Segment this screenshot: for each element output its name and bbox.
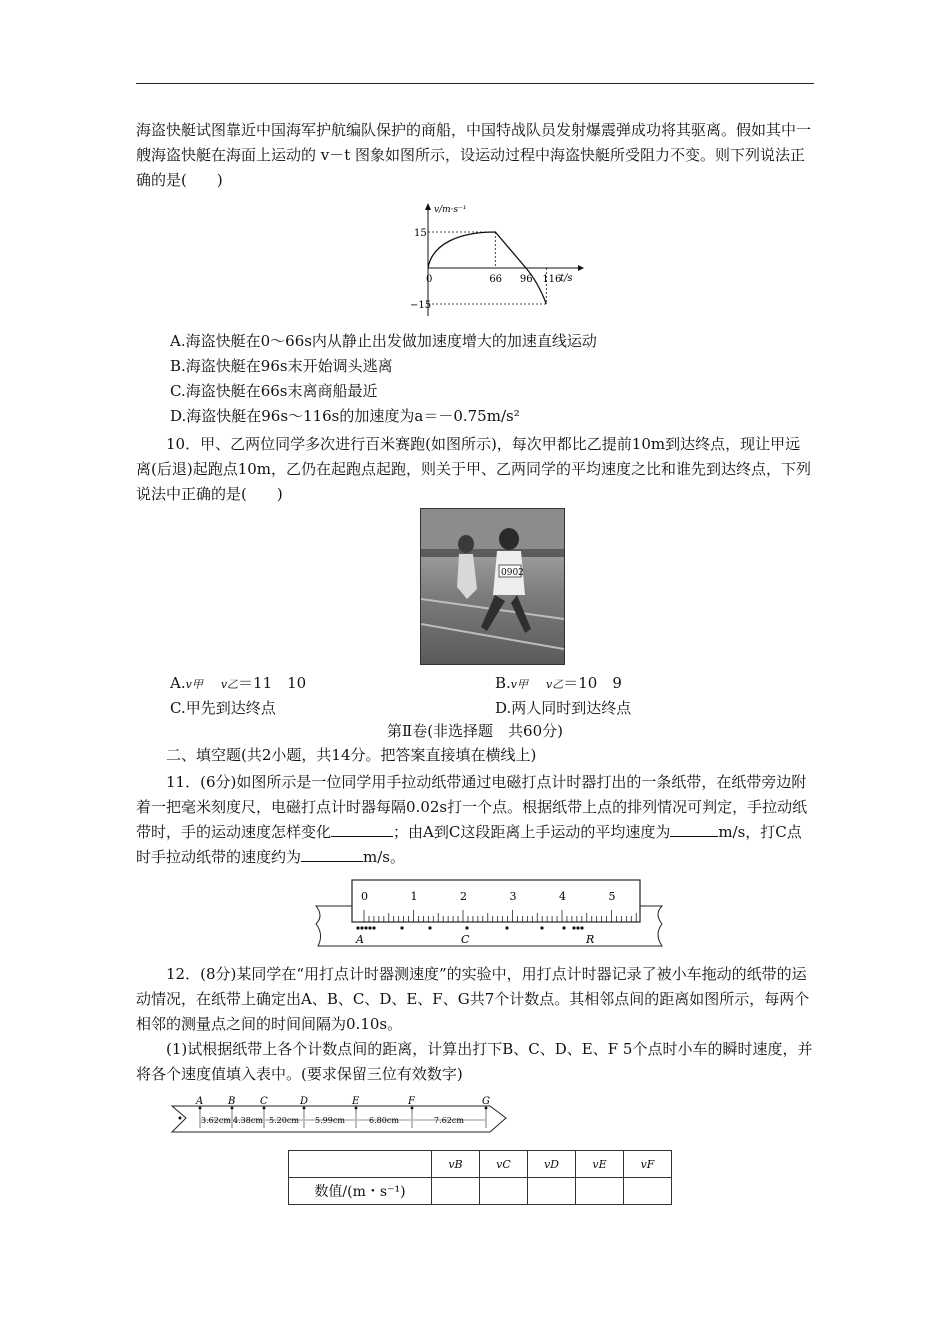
ruler-label: 2: [460, 890, 467, 903]
counting-tape-figure: [168, 1092, 513, 1144]
tape-dot: [372, 926, 375, 929]
vt-graph: [410, 198, 590, 320]
q9-option-a: A.海盗快艇在0～66s内从静止出发做加速度增大的加速直线运动: [170, 332, 597, 350]
q11-blank-3[interactable]: [301, 845, 363, 862]
section-heading: 二、填空题(共2小题，共14分。把答案直接填在横线上): [166, 746, 537, 764]
header-ve: vE: [576, 1151, 624, 1178]
tape-dot: [572, 926, 575, 929]
tape-point-label: D: [300, 1096, 309, 1107]
tape-distance: 4.38cm: [233, 1116, 263, 1125]
table-row: [289, 1178, 672, 1205]
cell-vf[interactable]: [624, 1178, 672, 1205]
tape-point-label: F: [408, 1096, 415, 1107]
q9-option-c: C.海盗快艇在66s末离商船最近: [170, 382, 378, 400]
tape-dot: [562, 926, 565, 929]
tape-dot: [576, 926, 579, 929]
point-c-label: C: [461, 933, 470, 946]
x-tick-0: 0: [426, 274, 433, 285]
q10-option-d: D.两人同时到达终点: [495, 699, 632, 717]
tape-distance: 3.62cm: [201, 1116, 231, 1125]
q9-option-b: B.海盗快艇在96s末开始调头逃离: [170, 357, 393, 375]
tape-start-dot: [179, 1117, 182, 1120]
x-tick-116: 116: [542, 274, 562, 285]
q10-option-a: A.v甲 v乙＝11 10: [170, 674, 307, 692]
tape-dot: [356, 926, 359, 929]
tape-distance: 6.80cm: [369, 1116, 399, 1125]
y-axis-arrow: [425, 203, 431, 210]
point-r-label: R: [586, 933, 595, 946]
sprint-photo: [420, 508, 565, 665]
header-rule: [136, 83, 814, 84]
tape-point-label: A: [196, 1096, 204, 1107]
header-vd: vD: [528, 1151, 576, 1178]
section-title: 第Ⅱ卷(非选择题 共60分): [387, 722, 563, 740]
header-vb: vB: [432, 1151, 480, 1178]
q12-text: 12．(8分)某同学在“用打点计时器测速度”的实验中，用打点计时器记录了被小车拖动的纸带的运动情况，在纸带上确定出A、B、C、D、E、F、G共7个计数点。其相邻点间的距离如图所示，每两个相邻的测量点之间的时间间隔为0.10s。: [136, 965, 810, 1033]
header-vf: vF: [624, 1151, 672, 1178]
q9-stem: [136, 118, 814, 193]
tape-point-label: G: [482, 1096, 490, 1107]
q11-text: 11．(6分)如图所示是一位同学用手拉动纸带通过电磁打点计时器打出的一条纸带，在纸带旁边附着一把毫米刻度尺，电磁打点计时器每隔0.02s打一个点。根据纸带上点的排列情况可判定，手拉动纸带时，手的运动速度怎样变化: [136, 773, 808, 841]
q10-option-c: C.甲先到达终点: [170, 699, 276, 717]
point-a-label: A: [356, 933, 364, 946]
q10-text: 10．甲、乙两位同学多次进行百米赛跑(如图所示)，每次甲都比乙提前10m到达终点，现让甲远离(后退)起跑点10m，乙仍在起跑点起跑，则关于甲、乙两同学的平均速度之比和谁先到达终点，下列说法中正确的是( ): [136, 435, 812, 503]
tape-point-label: C: [260, 1096, 268, 1107]
tape-dot: [360, 926, 363, 929]
cell-vb[interactable]: [432, 1178, 480, 1205]
q10-stem: [136, 432, 814, 507]
ruler-tape-figure: [312, 876, 672, 952]
tape-point-label: E: [352, 1096, 360, 1107]
header-vc: vC: [480, 1151, 528, 1178]
ruler-label: 3: [509, 890, 517, 903]
velocity-table: [288, 1150, 672, 1205]
y-tick-neg15: −15: [410, 300, 432, 311]
tape-dot: [368, 926, 371, 929]
tape-distance: 7.62cm: [434, 1116, 464, 1125]
x-axis-label: t/s: [560, 273, 573, 284]
tape-dot: [505, 926, 508, 929]
y-axis-label: v/m·s⁻¹: [434, 205, 467, 215]
bib-number: 0902: [501, 568, 524, 578]
ruler-label: 4: [559, 890, 566, 903]
cell-ve[interactable]: [576, 1178, 624, 1205]
ruler-label: 1: [410, 890, 418, 903]
tape-dot: [465, 926, 468, 929]
x-tick-96: 96: [519, 274, 533, 285]
tape-dot: [540, 926, 543, 929]
cell-vc[interactable]: [480, 1178, 528, 1205]
tape-dot: [364, 926, 367, 929]
y-tick-15: 15: [414, 228, 427, 239]
q11-blank-2[interactable]: [670, 820, 718, 837]
ruler-label: 0: [361, 890, 368, 903]
ruler-label: 5: [608, 890, 616, 903]
table-row-label: 数值/(m・s⁻¹): [289, 1178, 432, 1205]
q12-stem: [136, 962, 814, 1087]
tape-dot: [580, 926, 583, 929]
tape-point-label: B: [228, 1096, 236, 1107]
tape-distance: 5.99cm: [315, 1116, 345, 1125]
tape-dot: [428, 926, 431, 929]
tape-distance: 5.20cm: [269, 1116, 299, 1125]
x-axis-arrow: [578, 265, 584, 271]
table-header-row: [289, 1151, 672, 1178]
q12-sub1: (1)试根据纸带上各个计数点间的距离，计算出打下B、C、D、E、F 5个点时小车的瞬时速度，并将各个速度值填入表中。(要求保留三位有效数字): [136, 1040, 813, 1083]
q10-option-b: B.v甲 v乙＝10 9: [495, 674, 622, 692]
tape-dot: [400, 926, 403, 929]
table-corner: [289, 1151, 432, 1178]
x-tick-66: 66: [489, 274, 503, 285]
q11-blank-1[interactable]: [331, 820, 393, 837]
q11-stem: 11．(6分)如图所示是一位同学用手拉动纸带通过电磁打点计时器打出的一条纸带，在纸带旁边附着一把毫米刻度尺，电磁打点计时器每隔0.02s打一个点。根据纸带上点的排列情况可判定，手拉动纸带时，手的运动速度怎样变化 ；由A到C这段距离上手运动的平均速度为 m/s，打C点时手拉动纸带的速度约为 m/s。: [136, 773, 808, 866]
cell-vd[interactable]: [528, 1178, 576, 1205]
q9-option-d: D.海盗快艇在96s～116s的加速度为a＝－0.75m/s²: [170, 407, 520, 425]
q9-text: 海盗快艇试图靠近中国海军护航编队保护的商船，中国特战队员发射爆震弹成功将其驱离。假如其中一艘海盗快艇在海面上运动的 v－t 图象如图所示，设运动过程中海盗快艇所受阻力不变。则下列说法正确的是( ): [136, 121, 812, 189]
